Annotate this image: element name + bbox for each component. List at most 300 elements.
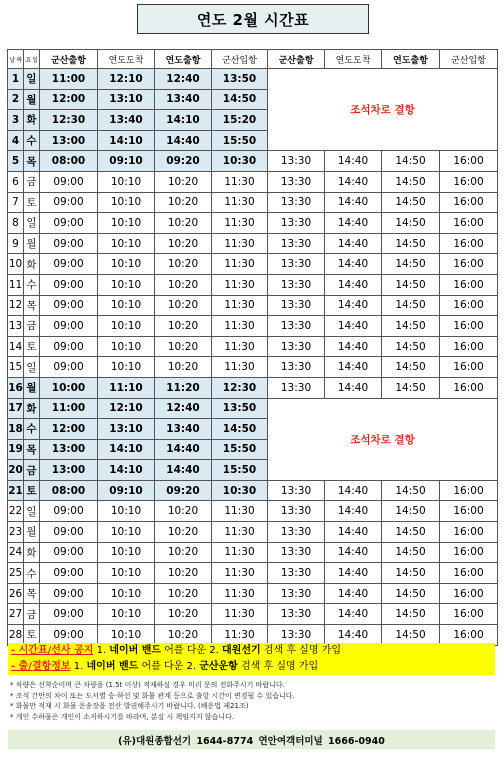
day-cell: 12 bbox=[8, 295, 24, 316]
time-cell: 14:40 bbox=[325, 522, 382, 543]
weekday-cell: 금 bbox=[24, 460, 40, 481]
time-cell: 14:50 bbox=[382, 192, 440, 213]
table-row bbox=[8, 151, 498, 172]
weekday-cell: 화 bbox=[24, 110, 40, 131]
weekday-cell: 일 bbox=[24, 213, 40, 234]
time-cell: 14:40 bbox=[325, 171, 382, 192]
day-cell: 26 bbox=[8, 583, 24, 604]
table-row bbox=[8, 583, 498, 604]
note-line: * 조석 간만의 차이 또는 도서별 승·하선 및 화물 관계 등으로 출항 시간이 변경될 수 있습니다. bbox=[10, 691, 295, 700]
notice-operation-text-c: 어플 다운 2. bbox=[138, 661, 200, 672]
time-cell: 16:00 bbox=[440, 151, 498, 172]
time-cell: 13:30 bbox=[268, 542, 325, 563]
time-cell: 11:30 bbox=[212, 604, 268, 625]
time-cell: 14:40 bbox=[325, 213, 382, 234]
time-cell: 14:50 bbox=[382, 604, 440, 625]
time-cell: 14:50 bbox=[382, 316, 440, 337]
cancellation-note: 조석차로 결항 bbox=[268, 398, 498, 480]
weekday-cell: 토 bbox=[24, 625, 40, 646]
weekday-cell: 목 bbox=[24, 295, 40, 316]
time-cell: 16:00 bbox=[440, 480, 498, 501]
page-title: 연도 2월 시간표 bbox=[137, 4, 369, 34]
day-cell: 20 bbox=[8, 460, 24, 481]
time-cell: 14:50 bbox=[212, 89, 268, 110]
day-cell: 10 bbox=[8, 254, 24, 275]
time-cell: 10:20 bbox=[155, 233, 212, 254]
time-cell: 09:00 bbox=[40, 625, 98, 646]
time-cell: 14:40 bbox=[325, 501, 382, 522]
notice-operation-search-term: 군산운항 bbox=[199, 661, 238, 672]
time-cell: 13:30 bbox=[268, 254, 325, 275]
time-cell: 09:10 bbox=[98, 151, 155, 172]
notice-schedule-band: 네이버 밴드 bbox=[109, 645, 162, 656]
time-cell: 08:00 bbox=[40, 151, 98, 172]
time-cell: 14:40 bbox=[325, 233, 382, 254]
table-row bbox=[8, 171, 498, 192]
time-cell: 13:50 bbox=[212, 398, 268, 419]
time-cell: 12:40 bbox=[155, 398, 212, 419]
time-cell: 14:40 bbox=[325, 563, 382, 584]
time-cell: 13:30 bbox=[268, 151, 325, 172]
time-cell: 10:10 bbox=[98, 171, 155, 192]
time-cell: 11:30 bbox=[212, 583, 268, 604]
time-cell: 10:10 bbox=[98, 316, 155, 337]
time-cell: 11:30 bbox=[212, 522, 268, 543]
time-cell: 13:30 bbox=[268, 583, 325, 604]
notice-operation-text-a: 1. bbox=[70, 661, 87, 672]
time-cell: 16:00 bbox=[440, 377, 498, 398]
table-row bbox=[8, 213, 498, 234]
table-row bbox=[8, 295, 498, 316]
day-cell: 2 bbox=[8, 89, 24, 110]
time-cell: 14:50 bbox=[382, 501, 440, 522]
time-cell: 11:30 bbox=[212, 213, 268, 234]
time-cell: 15:50 bbox=[212, 439, 268, 460]
time-cell: 10:10 bbox=[98, 233, 155, 254]
time-cell: 13:10 bbox=[98, 89, 155, 110]
time-cell: 14:40 bbox=[155, 130, 212, 151]
time-cell: 12:00 bbox=[40, 89, 98, 110]
time-cell: 10:20 bbox=[155, 171, 212, 192]
time-cell: 10:20 bbox=[155, 501, 212, 522]
time-cell: 14:50 bbox=[382, 357, 440, 378]
day-cell: 1 bbox=[8, 69, 24, 90]
time-cell: 14:50 bbox=[382, 171, 440, 192]
time-cell: 13:30 bbox=[268, 604, 325, 625]
notice-schedule-text-c: 어플 다운 2. bbox=[161, 645, 222, 656]
time-cell: 11:30 bbox=[212, 357, 268, 378]
day-cell: 25 bbox=[8, 563, 24, 584]
table-row bbox=[8, 480, 498, 501]
time-cell: 10:20 bbox=[155, 357, 212, 378]
time-cell: 14:50 bbox=[382, 522, 440, 543]
time-cell: 11:30 bbox=[212, 542, 268, 563]
time-cell: 12:00 bbox=[40, 419, 98, 440]
day-cell: 18 bbox=[8, 419, 24, 440]
time-cell: 12:10 bbox=[98, 69, 155, 90]
notice-operation-prefix: - 출/결항정보 bbox=[11, 661, 71, 672]
time-cell: 09:00 bbox=[40, 316, 98, 337]
header-gunsan-arrive-1: 군산입항 bbox=[212, 50, 268, 69]
time-cell: 13:50 bbox=[212, 69, 268, 90]
time-cell: 10:30 bbox=[212, 151, 268, 172]
time-cell: 10:10 bbox=[98, 625, 155, 646]
time-cell: 13:30 bbox=[268, 625, 325, 646]
time-cell: 13:30 bbox=[268, 233, 325, 254]
time-cell: 16:00 bbox=[440, 336, 498, 357]
time-cell: 16:00 bbox=[440, 625, 498, 646]
time-cell: 09:00 bbox=[40, 233, 98, 254]
time-cell: 16:00 bbox=[440, 233, 498, 254]
time-cell: 10:10 bbox=[98, 522, 155, 543]
time-cell: 13:40 bbox=[155, 89, 212, 110]
day-cell: 6 bbox=[8, 171, 24, 192]
time-cell: 15:20 bbox=[212, 110, 268, 131]
time-cell: 10:10 bbox=[98, 254, 155, 275]
time-cell: 16:00 bbox=[440, 357, 498, 378]
time-cell: 14:40 bbox=[155, 439, 212, 460]
time-cell: 11:30 bbox=[212, 192, 268, 213]
day-cell: 16 bbox=[8, 377, 24, 398]
time-cell: 12:10 bbox=[98, 398, 155, 419]
time-cell: 10:10 bbox=[98, 213, 155, 234]
time-cell: 14:40 bbox=[325, 377, 382, 398]
table-row bbox=[8, 501, 498, 522]
table-row bbox=[8, 233, 498, 254]
schedule-body bbox=[8, 69, 498, 646]
time-cell: 09:00 bbox=[40, 542, 98, 563]
time-cell: 09:00 bbox=[40, 274, 98, 295]
time-cell: 16:00 bbox=[440, 501, 498, 522]
time-cell: 11:00 bbox=[40, 69, 98, 90]
table-row bbox=[8, 274, 498, 295]
header-yeondo-arrive-2: 연도도착 bbox=[325, 50, 382, 69]
time-cell: 10:10 bbox=[98, 604, 155, 625]
time-cell: 10:20 bbox=[155, 336, 212, 357]
notice-schedule-text-e: 검색 후 실명 가입 bbox=[260, 645, 341, 656]
time-cell: 16:00 bbox=[440, 583, 498, 604]
weekday-cell: 화 bbox=[24, 254, 40, 275]
day-cell: 21 bbox=[8, 480, 24, 501]
header-yeondo-depart-2: 연도출항 bbox=[382, 50, 440, 69]
time-cell: 10:10 bbox=[98, 192, 155, 213]
table-row bbox=[8, 357, 498, 378]
time-cell: 15:50 bbox=[212, 460, 268, 481]
time-cell: 13:30 bbox=[268, 480, 325, 501]
notice-schedule bbox=[8, 643, 495, 659]
time-cell: 14:40 bbox=[325, 357, 382, 378]
note-line: * 화물만 적재 시 화물 운송장을 전산 발권해주시기 바랍니다. (해운법 제21조) bbox=[10, 702, 249, 710]
weekday-cell: 수 bbox=[24, 419, 40, 440]
time-cell: 14:50 bbox=[382, 213, 440, 234]
day-cell: 13 bbox=[8, 316, 24, 337]
time-cell: 09:00 bbox=[40, 213, 98, 234]
weekday-cell: 수 bbox=[24, 563, 40, 584]
time-cell: 12:30 bbox=[212, 377, 268, 398]
table-row bbox=[8, 542, 498, 563]
time-cell: 10:10 bbox=[98, 583, 155, 604]
time-cell: 14:50 bbox=[382, 151, 440, 172]
weekday-cell: 금 bbox=[24, 316, 40, 337]
weekday-cell: 월 bbox=[24, 89, 40, 110]
time-cell: 16:00 bbox=[440, 542, 498, 563]
time-cell: 13:30 bbox=[268, 316, 325, 337]
time-cell: 09:00 bbox=[40, 336, 98, 357]
time-cell: 13:00 bbox=[40, 130, 98, 151]
time-cell: 10:20 bbox=[155, 274, 212, 295]
header-gunsan-arrive-2: 군산입항 bbox=[440, 50, 498, 69]
notice-operation bbox=[8, 659, 495, 675]
weekday-cell: 금 bbox=[24, 171, 40, 192]
time-cell: 09:00 bbox=[40, 171, 98, 192]
table-row bbox=[8, 254, 498, 275]
day-cell: 3 bbox=[8, 110, 24, 131]
time-cell: 14:40 bbox=[325, 151, 382, 172]
weekday-cell: 일 bbox=[24, 69, 40, 90]
time-cell: 14:40 bbox=[325, 604, 382, 625]
note-line: * 개인 수하물은 개인이 소지하시기를 바라며, 분실 시 책임지지 않습니다. bbox=[10, 712, 235, 721]
time-cell: 14:40 bbox=[325, 316, 382, 337]
time-cell: 10:20 bbox=[155, 604, 212, 625]
time-cell: 11:30 bbox=[212, 625, 268, 646]
time-cell: 09:00 bbox=[40, 522, 98, 543]
weekday-cell: 토 bbox=[24, 480, 40, 501]
time-cell: 14:10 bbox=[155, 110, 212, 131]
header-weekday: 요 일 bbox=[24, 50, 40, 69]
time-cell: 11:30 bbox=[212, 295, 268, 316]
time-cell: 16:00 bbox=[440, 295, 498, 316]
day-cell: 14 bbox=[8, 336, 24, 357]
weekday-cell: 목 bbox=[24, 439, 40, 460]
time-cell: 16:00 bbox=[440, 171, 498, 192]
table-header-row bbox=[8, 50, 498, 69]
weekday-cell: 수 bbox=[24, 130, 40, 151]
time-cell: 14:10 bbox=[98, 439, 155, 460]
time-cell: 09:00 bbox=[40, 254, 98, 275]
time-cell: 13:30 bbox=[268, 274, 325, 295]
time-cell: 11:30 bbox=[212, 563, 268, 584]
time-cell: 10:10 bbox=[98, 336, 155, 357]
time-cell: 13:00 bbox=[40, 460, 98, 481]
time-cell: 12:40 bbox=[155, 69, 212, 90]
time-cell: 14:50 bbox=[382, 542, 440, 563]
time-cell: 13:10 bbox=[98, 419, 155, 440]
time-cell: 10:20 bbox=[155, 254, 212, 275]
header-yeondo-depart-1: 연도출항 bbox=[155, 50, 212, 69]
time-cell: 09:00 bbox=[40, 583, 98, 604]
weekday-cell: 일 bbox=[24, 357, 40, 378]
time-cell: 16:00 bbox=[440, 316, 498, 337]
note-line: * 차량은 선착순이며 큰 차량을 (1.5t 이상) 적재하실 경우 미리 문의 전화주시기 바랍니다. bbox=[10, 681, 285, 689]
weekday-cell: 수 bbox=[24, 274, 40, 295]
table-row bbox=[8, 316, 498, 337]
notice-operation-band: 네이버 밴드 bbox=[86, 661, 139, 672]
day-cell: 5 bbox=[8, 151, 24, 172]
time-cell: 09:00 bbox=[40, 501, 98, 522]
weekday-cell: 토 bbox=[24, 192, 40, 213]
time-cell: 13:30 bbox=[268, 295, 325, 316]
table-row bbox=[8, 69, 498, 90]
time-cell: 16:00 bbox=[440, 604, 498, 625]
time-cell: 13:30 bbox=[268, 501, 325, 522]
day-cell: 8 bbox=[8, 213, 24, 234]
time-cell: 09:00 bbox=[40, 295, 98, 316]
header-yeondo-arrive-1: 연도도착 bbox=[98, 50, 155, 69]
time-cell: 16:00 bbox=[440, 522, 498, 543]
time-cell: 11:00 bbox=[40, 398, 98, 419]
time-cell: 14:50 bbox=[382, 625, 440, 646]
time-cell: 10:20 bbox=[155, 522, 212, 543]
day-cell: 28 bbox=[8, 625, 24, 646]
weekday-cell: 화 bbox=[24, 398, 40, 419]
time-cell: 15:50 bbox=[212, 130, 268, 151]
time-cell: 14:40 bbox=[325, 625, 382, 646]
time-cell: 10:10 bbox=[98, 295, 155, 316]
weekday-cell: 목 bbox=[24, 583, 40, 604]
time-cell: 11:30 bbox=[212, 171, 268, 192]
notes-block bbox=[10, 680, 295, 722]
time-cell: 14:50 bbox=[382, 583, 440, 604]
time-cell: 10:20 bbox=[155, 563, 212, 584]
time-cell: 14:10 bbox=[98, 130, 155, 151]
time-cell: 09:00 bbox=[40, 604, 98, 625]
table-row bbox=[8, 398, 498, 419]
time-cell: 13:30 bbox=[268, 213, 325, 234]
table-row bbox=[8, 522, 498, 543]
time-cell: 14:40 bbox=[325, 274, 382, 295]
time-cell: 14:40 bbox=[325, 295, 382, 316]
time-cell: 12:30 bbox=[40, 110, 98, 131]
weekday-cell: 월 bbox=[24, 233, 40, 254]
time-cell: 10:10 bbox=[98, 274, 155, 295]
time-cell: 10:20 bbox=[155, 213, 212, 234]
time-cell: 13:30 bbox=[268, 377, 325, 398]
table-row bbox=[8, 563, 498, 584]
time-cell: 10:10 bbox=[98, 563, 155, 584]
time-cell: 10:10 bbox=[98, 542, 155, 563]
time-cell: 14:40 bbox=[325, 336, 382, 357]
time-cell: 13:30 bbox=[268, 357, 325, 378]
day-cell: 11 bbox=[8, 274, 24, 295]
schedule-table bbox=[7, 49, 498, 646]
header-day: 날 짜 bbox=[8, 50, 24, 69]
time-cell: 13:40 bbox=[98, 110, 155, 131]
time-cell: 08:00 bbox=[40, 480, 98, 501]
time-cell: 13:30 bbox=[268, 336, 325, 357]
time-cell: 09:00 bbox=[40, 357, 98, 378]
time-cell: 13:00 bbox=[40, 439, 98, 460]
time-cell: 14:40 bbox=[325, 480, 382, 501]
time-cell: 11:30 bbox=[212, 233, 268, 254]
day-cell: 27 bbox=[8, 604, 24, 625]
header-gunsan-depart-2: 군산출항 bbox=[268, 50, 325, 69]
time-cell: 14:40 bbox=[155, 460, 212, 481]
time-cell: 09:00 bbox=[40, 563, 98, 584]
time-cell: 13:30 bbox=[268, 192, 325, 213]
table-row bbox=[8, 377, 498, 398]
notice-schedule-text-a: 1. bbox=[93, 645, 110, 656]
notice-schedule-prefix: - 시간표/선사 공지 bbox=[11, 645, 94, 656]
time-cell: 14:50 bbox=[382, 254, 440, 275]
time-cell: 11:20 bbox=[155, 377, 212, 398]
time-cell: 11:30 bbox=[212, 501, 268, 522]
weekday-cell: 일 bbox=[24, 501, 40, 522]
time-cell: 14:40 bbox=[325, 254, 382, 275]
day-cell: 19 bbox=[8, 439, 24, 460]
time-cell: 09:20 bbox=[155, 151, 212, 172]
time-cell: 10:30 bbox=[212, 480, 268, 501]
cancellation-note: 조석차로 결항 bbox=[268, 69, 498, 151]
time-cell: 10:20 bbox=[155, 625, 212, 646]
day-cell: 7 bbox=[8, 192, 24, 213]
day-cell: 17 bbox=[8, 398, 24, 419]
table-row bbox=[8, 192, 498, 213]
time-cell: 11:30 bbox=[212, 316, 268, 337]
day-cell: 24 bbox=[8, 542, 24, 563]
time-cell: 11:30 bbox=[212, 254, 268, 275]
time-cell: 10:20 bbox=[155, 583, 212, 604]
time-cell: 13:30 bbox=[268, 563, 325, 584]
time-cell: 09:00 bbox=[40, 192, 98, 213]
time-cell: 16:00 bbox=[440, 274, 498, 295]
weekday-cell: 월 bbox=[24, 522, 40, 543]
time-cell: 10:10 bbox=[98, 501, 155, 522]
weekday-cell: 월 bbox=[24, 377, 40, 398]
time-cell: 14:40 bbox=[325, 192, 382, 213]
time-cell: 10:00 bbox=[40, 377, 98, 398]
time-cell: 10:20 bbox=[155, 316, 212, 337]
time-cell: 14:50 bbox=[382, 336, 440, 357]
time-cell: 10:20 bbox=[155, 295, 212, 316]
weekday-cell: 화 bbox=[24, 542, 40, 563]
time-cell: 14:50 bbox=[382, 295, 440, 316]
table-row bbox=[8, 336, 498, 357]
time-cell: 14:50 bbox=[382, 377, 440, 398]
time-cell: 14:50 bbox=[382, 480, 440, 501]
day-cell: 4 bbox=[8, 130, 24, 151]
time-cell: 11:30 bbox=[212, 274, 268, 295]
time-cell: 13:30 bbox=[268, 522, 325, 543]
day-cell: 22 bbox=[8, 501, 24, 522]
time-cell: 14:50 bbox=[212, 419, 268, 440]
time-cell: 14:40 bbox=[325, 542, 382, 563]
day-cell: 23 bbox=[8, 522, 24, 543]
time-cell: 10:10 bbox=[98, 357, 155, 378]
notice-schedule-search-term: 대원선기 bbox=[222, 645, 261, 656]
day-cell: 15 bbox=[8, 357, 24, 378]
table-row bbox=[8, 604, 498, 625]
weekday-cell: 금 bbox=[24, 604, 40, 625]
time-cell: 13:30 bbox=[268, 171, 325, 192]
time-cell: 14:50 bbox=[382, 233, 440, 254]
day-cell: 9 bbox=[8, 233, 24, 254]
time-cell: 14:50 bbox=[382, 563, 440, 584]
time-cell: 14:10 bbox=[98, 460, 155, 481]
time-cell: 16:00 bbox=[440, 192, 498, 213]
time-cell: 10:20 bbox=[155, 542, 212, 563]
time-cell: 16:00 bbox=[440, 213, 498, 234]
weekday-cell: 토 bbox=[24, 336, 40, 357]
time-cell: 09:10 bbox=[98, 480, 155, 501]
weekday-cell: 목 bbox=[24, 151, 40, 172]
time-cell: 11:30 bbox=[212, 336, 268, 357]
time-cell: 14:50 bbox=[382, 274, 440, 295]
time-cell: 16:00 bbox=[440, 254, 498, 275]
notice-operation-text-e: 검색 후 실명 가입 bbox=[237, 661, 319, 672]
time-cell: 09:20 bbox=[155, 480, 212, 501]
time-cell: 10:20 bbox=[155, 192, 212, 213]
time-cell: 16:00 bbox=[440, 563, 498, 584]
